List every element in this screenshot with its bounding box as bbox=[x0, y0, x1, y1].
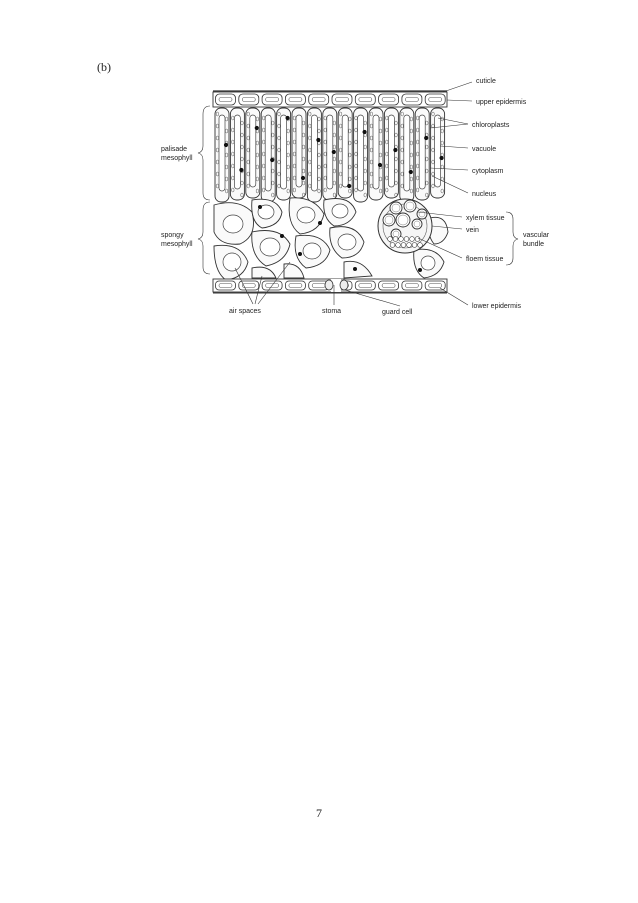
vacuole bbox=[250, 115, 256, 187]
label-xylem-tissue: xylem tissue bbox=[466, 215, 505, 222]
epidermis-cell bbox=[239, 281, 259, 290]
epidermis-cell bbox=[355, 94, 375, 105]
page-number: 7 bbox=[316, 806, 322, 820]
palisade-cells bbox=[215, 108, 445, 202]
floem-cell bbox=[418, 243, 423, 248]
nucleus-dot bbox=[301, 176, 305, 180]
vacuole bbox=[388, 115, 394, 187]
floem-cell bbox=[390, 243, 395, 248]
nucleus-dot bbox=[270, 158, 274, 162]
floem-cell bbox=[399, 237, 404, 242]
label-cytoplasm: cytoplasm bbox=[472, 168, 504, 175]
nucleus-dot bbox=[393, 148, 397, 152]
vacuole bbox=[419, 115, 425, 189]
epidermis-cell bbox=[309, 94, 329, 105]
label-palisade: palisade bbox=[161, 146, 188, 153]
floem-cell bbox=[393, 237, 398, 242]
epidermis-cell bbox=[216, 281, 236, 290]
nucleus-dot bbox=[378, 163, 382, 167]
label-floem-tissue: floem tissue bbox=[466, 256, 504, 263]
lower-epidermis-cells bbox=[213, 279, 447, 292]
epidermis-cell bbox=[402, 281, 422, 290]
label-stoma: stoma bbox=[322, 308, 342, 315]
epidermis-cell bbox=[425, 94, 445, 105]
guard-cell-shape bbox=[340, 280, 348, 290]
upper-epidermis-cells bbox=[213, 92, 447, 107]
nucleus-dot bbox=[316, 138, 320, 142]
vacuole bbox=[404, 115, 410, 191]
nucleus-dot bbox=[363, 130, 367, 134]
epidermis-cell bbox=[216, 94, 236, 105]
floem-cell bbox=[388, 237, 393, 242]
vacuole bbox=[281, 115, 287, 189]
vacuole bbox=[265, 115, 271, 191]
epidermis-cell bbox=[285, 281, 305, 290]
nucleus-dot bbox=[332, 150, 336, 154]
nucleus-dot bbox=[286, 116, 290, 120]
label-palisade-mesophyll: mesophyll bbox=[161, 155, 193, 162]
label-vein: vein bbox=[466, 227, 479, 234]
vacuole bbox=[342, 115, 348, 187]
label-vacuole: vacuole bbox=[472, 146, 497, 153]
vacuole bbox=[358, 115, 364, 191]
vascular-bundle bbox=[378, 199, 432, 253]
nucleus-dot bbox=[440, 156, 444, 160]
vascular-brace bbox=[506, 212, 518, 265]
epidermis-cell bbox=[402, 94, 422, 105]
epidermis-cell bbox=[355, 281, 375, 290]
label-spongy-mesophyll: mesophyll bbox=[161, 241, 193, 248]
vacuole bbox=[296, 115, 302, 187]
label-cuticle: cuticle bbox=[476, 78, 496, 85]
floem-cell bbox=[401, 243, 406, 248]
nucleus-dot bbox=[424, 136, 428, 140]
epidermis-cell bbox=[239, 94, 259, 105]
vacuole bbox=[435, 115, 441, 187]
spongy-brace bbox=[198, 202, 210, 274]
nucleus-dot bbox=[347, 184, 351, 188]
nucleus-dot bbox=[224, 143, 228, 147]
floem-cell bbox=[407, 243, 412, 248]
floem-cell bbox=[415, 237, 420, 242]
epidermis-cell bbox=[285, 94, 305, 105]
vacuole bbox=[311, 115, 317, 191]
label-lower-epidermis: lower epidermis bbox=[472, 303, 522, 310]
vacuole bbox=[234, 115, 240, 189]
label-chloroplasts: chloroplasts bbox=[472, 122, 510, 129]
part-label: (b) bbox=[97, 60, 111, 74]
nucleus-dot bbox=[255, 126, 259, 130]
floem-cell bbox=[396, 243, 401, 248]
epidermis-cell bbox=[425, 281, 445, 290]
label-air-spaces: air spaces bbox=[229, 308, 261, 315]
epidermis-cell bbox=[262, 94, 282, 105]
xylem-vessel bbox=[412, 219, 422, 229]
label-vascular: vascular bbox=[523, 232, 550, 239]
xylem-vessel bbox=[417, 209, 427, 219]
nucleus-dot bbox=[239, 168, 243, 172]
epidermis-cell bbox=[379, 94, 399, 105]
vacuole bbox=[373, 115, 379, 189]
label-guard-cell: guard cell bbox=[382, 309, 413, 316]
label-bundle: bundle bbox=[523, 241, 545, 248]
label-nucleus: nucleus bbox=[472, 191, 497, 198]
epidermis-cell bbox=[332, 94, 352, 105]
label-spongy: spongy bbox=[161, 232, 184, 239]
epidermis-cell bbox=[379, 281, 399, 290]
floem-cell bbox=[404, 237, 409, 242]
floem-cell bbox=[410, 237, 415, 242]
label-upper-epidermis: upper epidermis bbox=[476, 99, 527, 106]
palisade-brace bbox=[198, 106, 210, 200]
nucleus-dot bbox=[409, 170, 413, 174]
floem-cell bbox=[412, 243, 417, 248]
vacuole bbox=[219, 115, 225, 191]
